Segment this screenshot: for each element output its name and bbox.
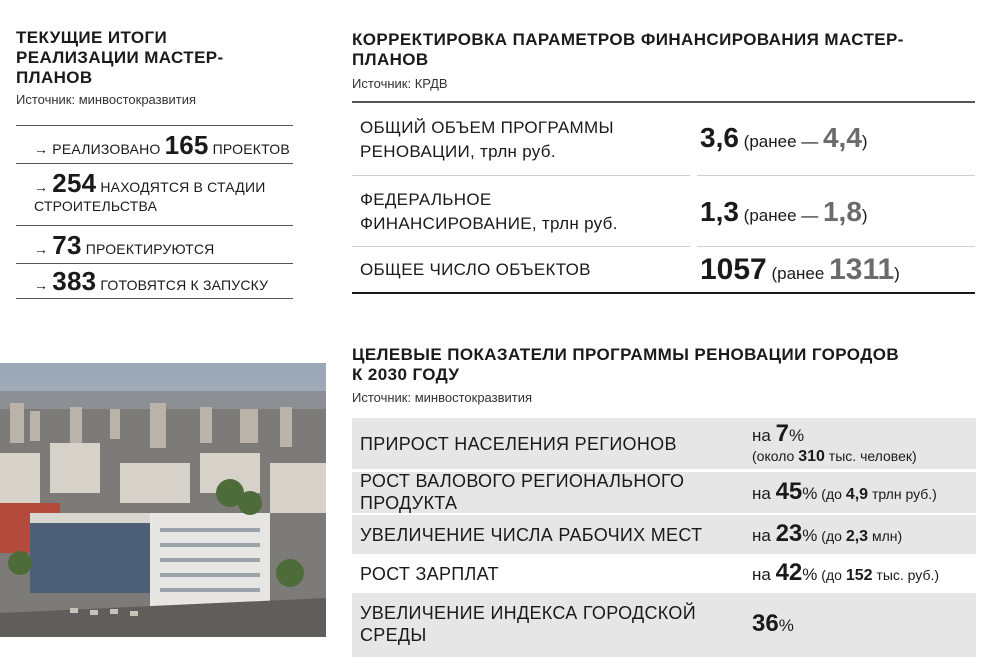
targets-source: Источник: минвостокразвития: [352, 390, 533, 405]
results-source: Источник: минвостокразвития: [16, 92, 197, 107]
arrow-right-icon: →: [34, 179, 49, 195]
target-row: УВЕЛИЧЕНИЕ ЧИСЛА РАБОЧИХ МЕСТ на 23% (до 2,3 млн): [352, 515, 976, 554]
targets-title: ЦЕЛЕВЫЕ ПОКАЗАТЕЛИ ПРОГРАММЫ РЕНОВАЦИИ ГОРОДОВ К 2030 ГОДУ: [352, 345, 900, 384]
funding-source: Источник: КРДВ: [352, 76, 448, 91]
target-row: РОСТ ЗАРПЛАТ на 42% (до 152 тыс. руб.): [352, 556, 976, 592]
arrow-right-icon: →: [34, 277, 49, 293]
results-title: ТЕКУЩИЕ ИТОГИ РЕАЛИЗАЦИИ МАСТЕР- ПЛАНОВ: [16, 28, 224, 87]
list-item: → 383 ГОТОВЯТСЯ К ЗАПУСКУ: [16, 263, 293, 299]
list-item: → 254 НАХОДЯТСЯ В СТАДИИ СТРОИТЕЛЬСТВА: [16, 163, 293, 224]
funding-row: ФЕДЕРАЛЬНОЕ ФИНАНСИРОВАНИЕ, трлн руб. 1,3 (ранее — 1,8): [360, 190, 868, 233]
list-item: → РЕАЛИЗОВАНО 165 ПРОЕКТОВ: [16, 125, 293, 162]
target-row: РОСТ ВАЛОВОГО РЕГИОНАЛЬНОГО ПРОДУКТА на 45% (до 4,9 трлн руб.): [352, 472, 976, 513]
funding-row: ОБЩИЙ ОБЪЕМ ПРОГРАММЫ РЕНОВАЦИИ, трлн руб. 3,6 (ранее — 4,4): [360, 118, 868, 161]
arrow-right-icon: →: [34, 141, 49, 157]
arrow-right-icon: →: [34, 241, 49, 257]
funding-bottom-rule: [352, 292, 975, 294]
target-row: ПРИРОСТ НАСЕЛЕНИЯ РЕГИОНОВ на 7% (около 310 тыс. человек): [352, 418, 976, 469]
funding-row: ОБЩЕЕ ЧИСЛО ОБЪЕКТОВ 1057 (ранее 1311): [360, 253, 900, 286]
funding-title: КОРРЕКТИРОВКА ПАРАМЕТРОВ ФИНАНСИРОВАНИЯ МАСТЕР- ПЛАНОВ: [352, 30, 904, 69]
city-photo: [0, 363, 326, 637]
target-row: УВЕЛИЧЕНИЕ ИНДЕКСА ГОРОДСКОЙ СРЕДЫ 36%: [352, 593, 976, 657]
list-item: → 73 ПРОЕКТИРУЮТСЯ: [16, 225, 293, 262]
funding-top-rule: [352, 101, 975, 103]
